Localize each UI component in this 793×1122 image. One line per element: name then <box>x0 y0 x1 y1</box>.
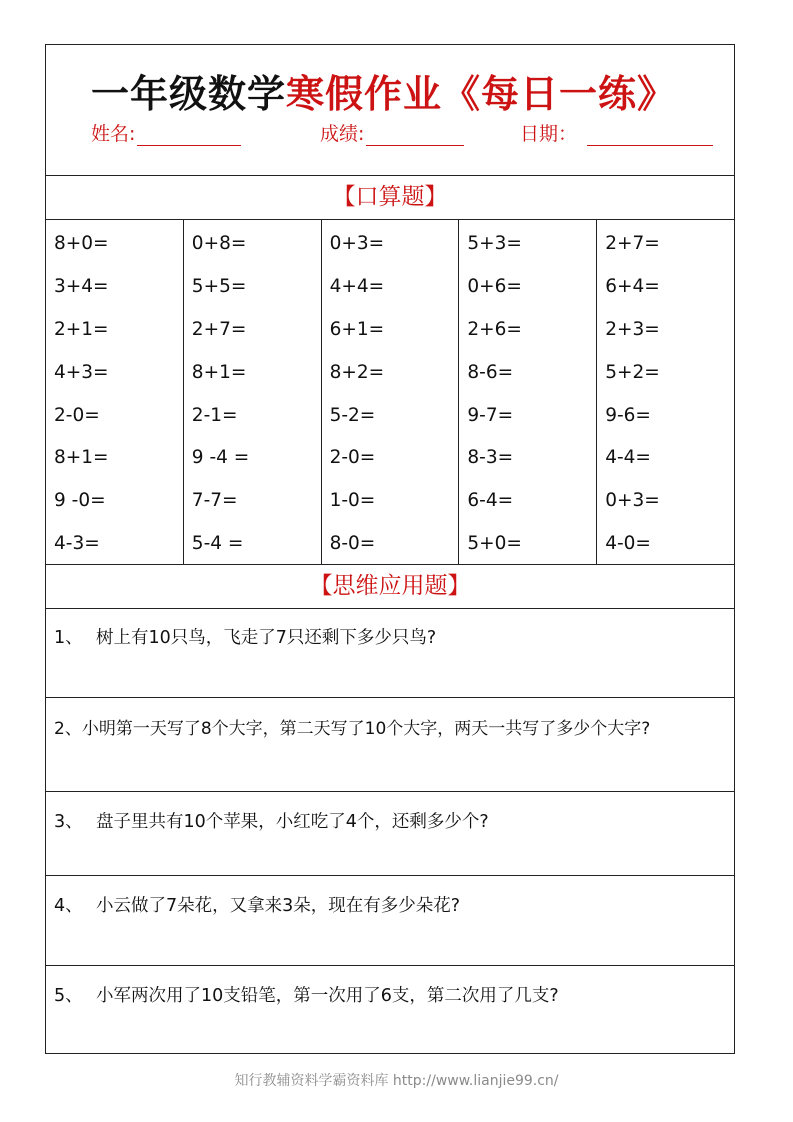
calc-item: 4-3= <box>54 533 100 555</box>
calc-item: 2-1= <box>191 404 238 426</box>
problem-row <box>46 876 734 966</box>
calc-item: 6+1= <box>329 318 385 340</box>
calc-item: 5+0= <box>467 533 522 555</box>
calc-item: 8-0= <box>329 533 376 555</box>
page-title <box>91 63 676 118</box>
score-field[interactable] <box>320 119 464 146</box>
calc-item: 2+7= <box>605 233 660 254</box>
name-label: 姓名: <box>91 123 136 145</box>
problem-question: 树上有10只鸟，飞走了7只还剩下多少只鸟? <box>96 628 437 648</box>
calc-item: 6+4= <box>605 275 660 297</box>
calc-column <box>46 220 184 564</box>
problem-question: 小军两次用了10支铅笔，第一次用了6支，第二次用了几支? <box>96 986 559 1006</box>
apply-section-heading: 【思维应用题】 <box>46 564 734 609</box>
problem-text <box>54 808 489 833</box>
problem-row <box>46 698 734 792</box>
name-blank[interactable] <box>137 123 241 146</box>
calc-item: 5+3= <box>467 233 522 254</box>
calc-item: 1-0= <box>329 490 376 512</box>
calc-item: 0+8= <box>191 233 247 254</box>
calc-item: 9 -0= <box>54 490 106 512</box>
calc-item: 5+5= <box>191 275 247 297</box>
worksheet-header <box>46 45 734 176</box>
calc-column <box>459 220 597 564</box>
calc-item: 9-6= <box>605 404 651 426</box>
calc-item: 5+2= <box>605 361 660 383</box>
calc-item: 2-0= <box>54 404 100 426</box>
calc-item: 5-2= <box>329 404 376 426</box>
problem-text <box>54 714 650 739</box>
calc-item: 0+3= <box>605 490 660 512</box>
calc-column <box>184 220 322 564</box>
worksheet <box>45 44 735 1054</box>
name-field[interactable] <box>91 119 241 146</box>
date-field[interactable] <box>520 119 713 146</box>
calc-item: 2-0= <box>329 447 376 469</box>
calc-column <box>597 220 734 564</box>
calc-item: 0+6= <box>467 275 522 297</box>
calc-item: 2+3= <box>605 318 660 340</box>
calc-item: 9 -4 = <box>191 447 250 469</box>
info-fields <box>46 119 734 147</box>
calc-item: 2+1= <box>54 318 109 340</box>
problem-number: 5、 <box>54 986 83 1006</box>
calc-item: 4+4= <box>329 275 385 297</box>
calc-item: 6-4= <box>467 490 514 512</box>
calc-item: 4-4= <box>605 447 651 469</box>
calc-item: 3+4= <box>54 275 109 297</box>
calc-item: 5-4 = <box>191 533 244 555</box>
calc-section-heading: 【口算题】 <box>46 175 734 220</box>
calc-item: 8-3= <box>467 447 514 469</box>
problem-number: 1、 <box>54 628 83 648</box>
title-red-part: 寒假作业《每日一练》 <box>286 72 677 116</box>
problem-text <box>54 982 559 1007</box>
problem-number: 4、 <box>54 896 83 916</box>
calc-item: 8+1= <box>191 361 247 383</box>
calc-grid <box>46 220 734 565</box>
calc-item: 8-6= <box>467 361 514 383</box>
problem-question: 小明第一天写了8个大字，第二天写了10个大字，两天一共写了多少个大字? <box>81 719 651 739</box>
calc-item: 8+0= <box>54 233 109 254</box>
title-black-part: 一年级数学 <box>91 72 287 116</box>
calc-column <box>322 220 460 564</box>
calc-item: 9-7= <box>467 404 514 426</box>
date-label: 日期： <box>520 123 578 145</box>
problem-row <box>46 608 734 698</box>
score-label: 成绩: <box>320 123 365 145</box>
calc-item: 8+1= <box>54 447 109 469</box>
problem-text <box>54 624 436 649</box>
problem-number: 3、 <box>54 812 83 832</box>
calc-item: 2+6= <box>467 318 522 340</box>
problem-text <box>54 892 460 917</box>
date-blank[interactable] <box>587 123 713 146</box>
calc-item: 4+3= <box>54 361 109 383</box>
calc-item: 0+3= <box>329 233 385 254</box>
problem-question: 小云做了7朵花，又拿来3朵，现在有多少朵花? <box>96 896 461 916</box>
calc-item: 2+7= <box>191 318 247 340</box>
footer-watermark: 知行教辅资料学霸资料库 http://www.lianjie99.cn/ <box>234 1073 559 1089</box>
score-blank[interactable] <box>366 123 464 146</box>
calc-item: 7-7= <box>191 490 238 512</box>
problem-number: 2、 <box>54 719 82 739</box>
problem-question: 盘子里共有10个苹果，小红吃了4个，还剩多少个? <box>96 812 489 832</box>
calc-item: 4-0= <box>605 533 651 555</box>
problem-row <box>46 966 734 1053</box>
calc-item: 8+2= <box>329 361 385 383</box>
problem-row <box>46 792 734 876</box>
